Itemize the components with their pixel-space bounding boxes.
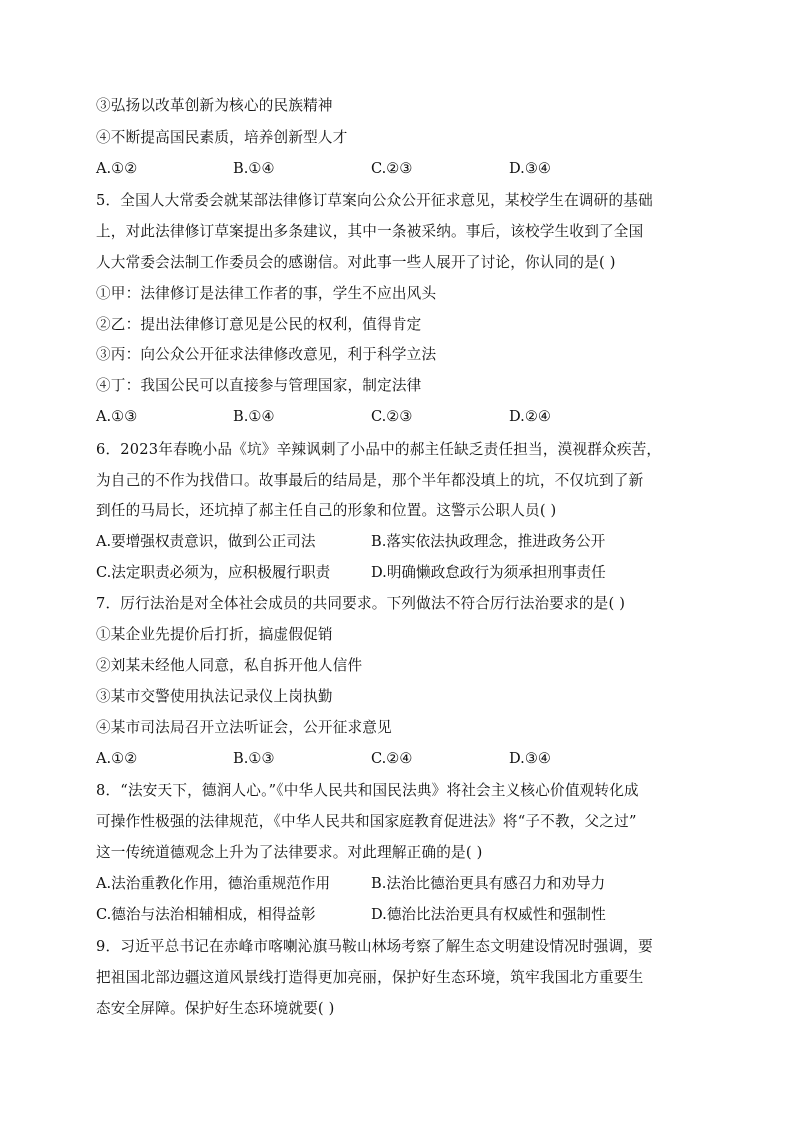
choice-a: A.①③ bbox=[96, 408, 138, 425]
choice-c: C.②③ bbox=[371, 160, 413, 177]
q4-option-3: ③弘扬以改革创新为核心的民族精神 bbox=[96, 97, 333, 114]
q5-option-3: ③丙：向公众公开征求法律修改意见，利于科学立法 bbox=[96, 346, 437, 363]
q9-stem-line-2: 把祖国北部边疆这道风景线打造得更加亮丽，保护好生态环境，筑牢我国北方重要生 bbox=[96, 969, 644, 986]
q8-answer-choices-row-1 bbox=[96, 874, 706, 894]
q5-answer-choices bbox=[96, 407, 706, 427]
q8-stem-line-1: 8．“法安天下，德润人心。”《中华人民共和国民法典》将社会主义核心价值观转化成 bbox=[96, 782, 639, 799]
choice-c: C.②③ bbox=[371, 408, 413, 425]
q7-answer-choices bbox=[96, 749, 706, 769]
q7-stem: 7．厉行法治是对全体社会成员的共同要求。下列做法不符合厉行法治要求的是( ) bbox=[96, 595, 626, 612]
choice-a: A.法治重教化作用，德治重规范作用 bbox=[96, 875, 331, 892]
q5-option-2: ②乙：提出法律修订意见是公民的权利，值得肯定 bbox=[96, 316, 422, 333]
q5-option-1: ①甲：法律修订是法律工作者的事，学生不应出风头 bbox=[96, 285, 437, 302]
q8-stem-line-3: 这一传统道德观念上升为了法律要求。对此理解正确的是( ) bbox=[96, 844, 483, 861]
choice-d: D.明确懒政怠政行为须承担刑事责任 bbox=[371, 564, 606, 581]
q7-option-3: ③某市交警使用执法记录仪上岗执勤 bbox=[96, 688, 333, 705]
q5-stem-line-3: 人大常委会法制工作委员会的感谢信。对此事一些人展开了讨论，你认同的是( ) bbox=[96, 254, 616, 271]
choice-b: B.①④ bbox=[233, 160, 275, 177]
q7-option-1: ①某企业先提价后打折，搞虚假促销 bbox=[96, 626, 333, 643]
q4-option-4: ④不断提高国民素质，培养创新型人才 bbox=[96, 129, 348, 146]
q6-stem-line-3: 到任的马局长，还坑掉了郝主任自己的形象和位置。这警示公职人员( ) bbox=[96, 502, 557, 519]
choice-d: D.③④ bbox=[509, 160, 551, 177]
choice-d: D.③④ bbox=[509, 750, 551, 767]
q6-answer-choices-row-2 bbox=[96, 563, 706, 583]
choice-a: A.①② bbox=[96, 750, 138, 767]
q8-answer-choices-row-2 bbox=[96, 905, 706, 925]
choice-b: B.落实依法执政理念，推进政务公开 bbox=[371, 533, 606, 550]
q5-stem-line-1: 5．全国人大常委会就某部法律修订草案向公众公开征求意见，某校学生在调研的基础 bbox=[96, 192, 653, 209]
q5-stem-line-2: 上，对此法律修订草案提出多条建议，其中一条被采纳。事后，该校学生收到了全国 bbox=[96, 223, 644, 240]
choice-d: D.②④ bbox=[509, 408, 551, 425]
q4-answer-choices bbox=[96, 159, 706, 179]
q6-stem-line-2: 为自己的不作为找借口。故事最后的结局是，那个半年都没填上的坑，不仅坑到了新 bbox=[96, 472, 644, 489]
q7-option-2: ②刘某未经他人同意，私自拆开他人信件 bbox=[96, 657, 363, 674]
choice-a: A.要增强权责意识，做到公正司法 bbox=[96, 533, 316, 550]
q8-stem-line-2: 可操作性极强的法律规范，《中华人民共和国家庭教育促进法》将“子不教，父之过” bbox=[96, 813, 637, 830]
choice-c: C.②④ bbox=[371, 750, 413, 767]
q5-option-4: ④丁：我国公民可以直接参与管理国家，制定法律 bbox=[96, 377, 422, 394]
choice-b: B.①③ bbox=[233, 750, 275, 767]
choice-d: D.德治比法治更具有权威性和强制性 bbox=[371, 906, 606, 923]
q9-stem-line-1: 9．习近平总书记在赤峰市喀喇沁旗马鞍山林场考察了解生态文明建设情况时强调，要 bbox=[96, 938, 653, 955]
choice-b: B.①④ bbox=[233, 408, 275, 425]
q6-stem-line-1: 6．2023年春晚小品《坑》辛辣讽刺了小品中的郝主任缺乏责任担当，漠视群众疾苦， bbox=[96, 441, 662, 458]
choice-b: B.法治比德治更具有感召力和劝导力 bbox=[371, 875, 606, 892]
q6-answer-choices-row-1 bbox=[96, 532, 706, 552]
choice-c: C.法定职责必须为，应积极履行职责 bbox=[96, 564, 331, 581]
choice-a: A.①② bbox=[96, 160, 138, 177]
q9-stem-line-3: 态安全屏障。保护好生态环境就要( ) bbox=[96, 1000, 335, 1017]
choice-c: C.德治与法治相辅相成，相得益彰 bbox=[96, 906, 316, 923]
q7-option-4: ④某市司法局召开立法听证会，公开征求意见 bbox=[96, 719, 392, 736]
